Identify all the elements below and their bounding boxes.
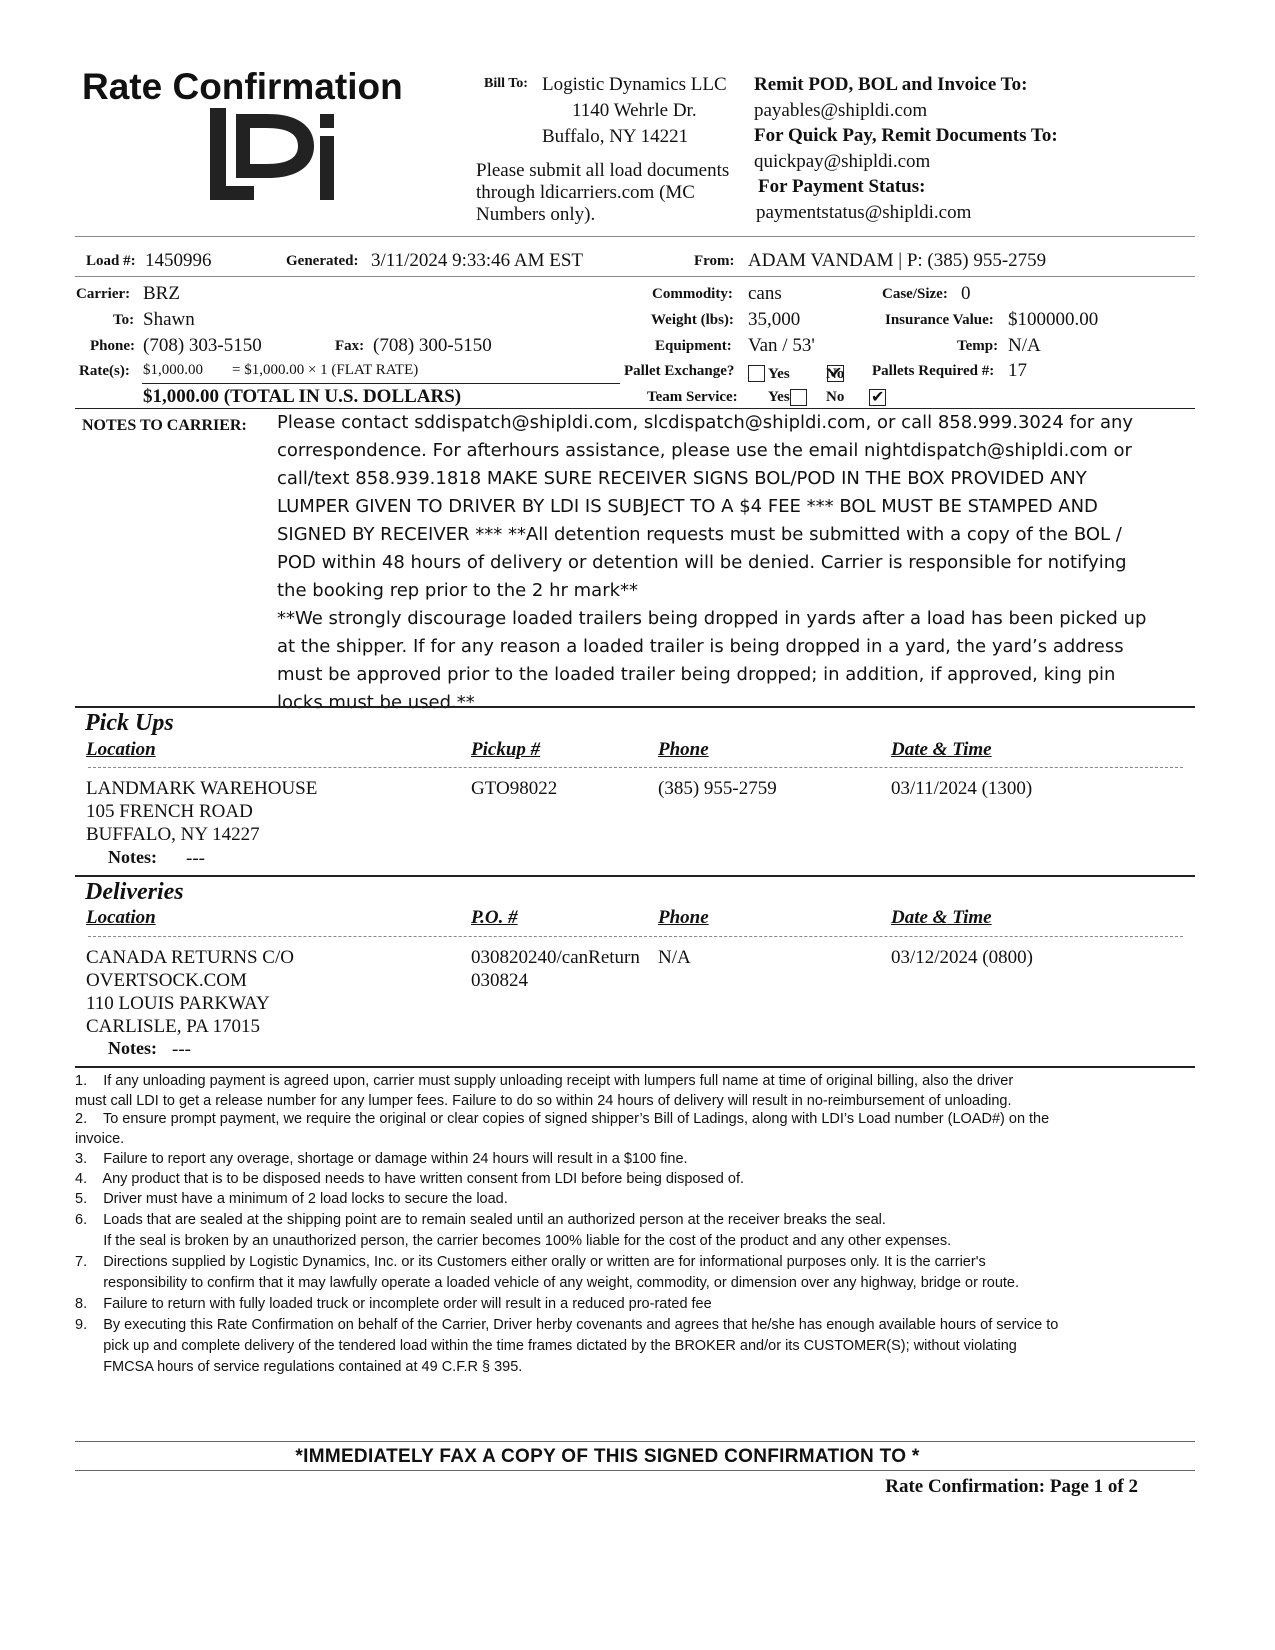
terms-line: 9. By executing this Rate Confirmation on behalf of the Carrier, Driver herby covenants and agrees that he/she has enough available hours of service to: [75, 1317, 1059, 1333]
notes-line: SIGNED BY RECEIVER *** **All detention requests must be submitted with a copy of the BOL /: [277, 524, 1122, 545]
dashed-divider: [88, 936, 1183, 937]
terms-line: 6. Loads that are sealed at the shipping point are to remain sealed until an authorized person at the receiver breaks the seal.: [75, 1212, 886, 1228]
payment-status-label: For Payment Status:: [758, 176, 926, 197]
pickup-location: [86, 777, 317, 846]
page-indicator: Rate Confirmation: Page 1 of 2: [885, 1476, 1138, 1497]
temp-value: N/A: [1008, 335, 1041, 356]
team-service-no-checkbox[interactable]: [869, 389, 886, 406]
deliveries-col-datetime: Date & Time: [891, 907, 992, 928]
dashed-divider: [88, 767, 1183, 768]
terms-line: If the seal is broken by an unauthorized person, the carrier becomes 100% liable for the cost of the product and any other expenses.: [75, 1233, 952, 1249]
divider: [75, 276, 1195, 277]
divider: [75, 1066, 1195, 1068]
pickup-location-city: BUFFALO, NY 14227: [86, 824, 260, 845]
carrier-label: Carrier:: [76, 286, 131, 302]
pickup-location-name: LANDMARK WAREHOUSE: [86, 778, 318, 799]
divider: [75, 1470, 1195, 1471]
load-number: 1450996: [145, 250, 212, 271]
bill-to-street: 1140 Wehrle Dr.: [572, 100, 697, 121]
from-value: ADAM VANDAM | P: (385) 955-2759: [748, 250, 1047, 271]
delivery-notes-value: ---: [172, 1039, 191, 1060]
notes-line: POD within 48 hours of delivery or detention will be denied. Carrier is responsible for notifying: [277, 552, 1127, 573]
delivery-location-line: CARLISLE, PA 17015: [86, 1016, 261, 1037]
insurance-value: $100000.00: [1008, 309, 1099, 330]
terms-line: 2. To ensure prompt payment, we require the original or clear copies of signed shipper’s Bill of Ladings, along with LDI’s Load number (LOAD#) on the: [75, 1111, 1050, 1127]
terms-line: 7. Directions supplied by Logistic Dynamics, Inc. or its Customers either orally or written are for informational purposes only. It is the carrier's: [75, 1254, 986, 1270]
terms-line: pick up and complete delivery of the tendered load within the time frames dictated by the BROKER and/or its CUSTOMER(S); without violating: [75, 1338, 1017, 1354]
divider: [75, 875, 1195, 877]
pallet-exchange-no-label: No: [826, 366, 845, 382]
team-service-yes-checkbox[interactable]: [790, 389, 807, 406]
phone-label: Phone:: [90, 338, 135, 354]
pickups-col-number: Pickup #: [471, 739, 541, 760]
total-rule: [142, 383, 620, 384]
fax-value: (708) 300-5150: [373, 335, 492, 356]
fax-label: Fax:: [335, 338, 365, 354]
quickpay-email[interactable]: quickpay@shipldi.com: [754, 151, 931, 172]
rate-value: $1,000.00: [143, 362, 203, 378]
bill-to-city: Buffalo, NY 14221: [542, 126, 689, 147]
notes-line: LUMPER GIVEN TO DRIVER BY LDI IS SUBJECT TO A $4 FEE *** BOL MUST BE STAMPED AND: [277, 496, 1098, 517]
pickups-col-phone: Phone: [658, 739, 709, 760]
submit-note-line-3: Numbers only).: [476, 204, 596, 225]
quickpay-label: For Quick Pay, Remit Documents To:: [754, 125, 1058, 146]
terms-line: FMCSA hours of service regulations contained at 49 C.F.R § 395.: [75, 1359, 523, 1375]
to-value: Shawn: [143, 309, 195, 330]
weight-value: 35,000: [748, 309, 801, 330]
notes-line: at the shipper. If for any reason a loaded trailer is being dropped in a yard, the yard’s address: [277, 636, 1124, 657]
notes-line: **We strongly discourage loaded trailers being dropped in yards after a load has been picked up: [277, 608, 1147, 629]
pickup-notes-value: ---: [186, 848, 205, 869]
rate-calculation: = $1,000.00 × 1 (FLAT RATE): [232, 362, 419, 378]
notes-line: must be approved prior to the loaded trailer being dropped; in addition, if approved, king pin: [277, 664, 1116, 685]
team-service-no-label: No: [826, 389, 845, 405]
delivery-location-line: 110 LOUIS PARKWAY: [86, 993, 270, 1014]
pickups-heading: Pick Ups: [85, 710, 174, 736]
ldi-logo-icon: [210, 108, 340, 202]
terms-line: 4. Any product that is to be disposed needs to have written consent from LDI before being disposed of.: [75, 1171, 745, 1187]
delivery-location-line: CANADA RETURNS C/O: [86, 947, 294, 968]
deliveries-col-phone: Phone: [658, 907, 709, 928]
pallets-required-label: Pallets Required #:: [872, 363, 995, 379]
pallet-exchange-yes-checkbox[interactable]: [748, 365, 765, 382]
delivery-phone: N/A: [658, 947, 691, 968]
terms-line: invoice.: [75, 1131, 125, 1147]
notes-line: Please contact sddispatch@shipldi.com, slcdispatch@shipldi.com, or call 858.999.3024 for any: [277, 412, 1134, 433]
submit-note-line-2: through ldicarriers.com (MC: [476, 182, 695, 203]
insurance-label: Insurance Value:: [885, 312, 994, 328]
payment-status-email[interactable]: paymentstatus@shipldi.com: [756, 202, 972, 223]
pickups-col-location: Location: [86, 739, 156, 760]
generated-value: 3/11/2024 9:33:46 AM EST: [371, 250, 584, 271]
to-label: To:: [113, 312, 135, 328]
deliveries-col-number: P.O. #: [471, 907, 518, 928]
notes-line: the booking rep prior to the 2 hr mark**: [277, 580, 639, 601]
notes-to-carrier-label: NOTES TO CARRIER:: [82, 417, 247, 434]
case-size-label: Case/Size:: [882, 286, 948, 302]
notes-line: call/text 858.939.1818 MAKE SURE RECEIVER SIGNS BOL/POD IN THE BOX PROVIDED ANY: [277, 468, 1087, 489]
pallets-required-value: 17: [1008, 360, 1027, 381]
equipment-value: Van / 53': [748, 335, 815, 356]
team-service-label: Team Service:: [647, 389, 738, 405]
delivery-location-line: OVERTSOCK.COM: [86, 970, 247, 991]
pickup-location-street: 105 FRENCH ROAD: [86, 801, 253, 822]
bill-to-name: Logistic Dynamics LLC: [542, 74, 727, 95]
pickups-col-datetime: Date & Time: [891, 739, 992, 760]
pickup-phone: (385) 955-2759: [658, 778, 777, 799]
delivery-datetime: 03/12/2024 (0800): [891, 947, 1033, 968]
divider: [75, 706, 1195, 708]
carrier-value: BRZ: [143, 283, 180, 304]
ldi-logo: [210, 108, 340, 202]
delivery-po-line: 030824: [471, 970, 528, 991]
team-service-yes-label: Yes: [768, 389, 790, 405]
notes-line: locks must be used.**: [277, 692, 475, 713]
pallet-exchange-yes-label: Yes: [768, 366, 790, 382]
commodity-label: Commodity:: [652, 286, 733, 302]
weight-label: Weight (lbs):: [651, 312, 734, 328]
delivery-po-line: 030820240/canReturn: [471, 947, 640, 968]
remit-label: Remit POD, BOL and Invoice To:: [754, 74, 1028, 95]
delivery-po-number: [471, 946, 640, 992]
notes-line: correspondence. For afterhours assistance, please use the email nightdispatch@shipldi.com or: [277, 440, 1132, 461]
terms-line: responsibility to confirm that it may lawfully operate a loaded vehicle of any weight, commodity, or dimension over any highway, bridge or route.: [75, 1275, 1020, 1291]
pickup-notes-label: Notes:: [108, 847, 157, 867]
divider: [75, 236, 1195, 237]
terms-line: 1. If any unloading payment is agreed upon, carrier must supply unloading receipt with lumpers full name at time of original billing, also the driver: [75, 1073, 1014, 1089]
page-title: Rate Confirmation: [82, 66, 403, 107]
pallet-exchange-label: Pallet Exchange?: [624, 363, 735, 379]
generated-label: Generated:: [286, 253, 359, 269]
delivery-notes-label: Notes:: [108, 1038, 157, 1058]
load-number-label: Load #:: [86, 253, 136, 269]
commodity-value: cans: [748, 283, 782, 304]
total-value: $1,000.00 (TOTAL IN U.S. DOLLARS): [143, 386, 462, 407]
notes-to-carrier-text: [277, 409, 1177, 717]
deliveries-heading: Deliveries: [85, 879, 184, 905]
terms-line: must call LDI to get a release number for any lumper fees. Failure to do so within 24 hours of delivery will result in no-reimbursement of unloading.: [75, 1093, 1012, 1109]
pickup-number: GTO98022: [471, 778, 558, 799]
from-label: From:: [694, 253, 735, 269]
case-size-value: 0: [961, 283, 971, 304]
phone-value: (708) 303-5150: [143, 335, 262, 356]
temp-label: Temp:: [957, 338, 999, 354]
bill-to-label: Bill To:: [484, 76, 528, 91]
terms-line: 8. Failure to return with fully loaded truck or incomplete order will result in a reduced pro-rated fee: [75, 1296, 712, 1312]
remit-email[interactable]: payables@shipldi.com: [754, 100, 928, 121]
submit-note-line-1: Please submit all load documents: [476, 160, 730, 181]
rates-label: Rate(s):: [79, 363, 130, 379]
delivery-location: [86, 946, 294, 1038]
equipment-label: Equipment:: [655, 338, 732, 354]
deliveries-col-location: Location: [86, 907, 156, 928]
fax-notice: *IMMEDIATELY FAX A COPY OF THIS SIGNED CONFIRMATION TO *: [295, 1446, 920, 1467]
divider: [75, 1441, 1195, 1442]
pickup-datetime: 03/11/2024 (1300): [891, 778, 1033, 799]
terms-line: 5. Driver must have a minimum of 2 load locks to secure the load.: [75, 1191, 508, 1207]
terms-line: 3. Failure to report any overage, shortage or damage within 24 hours will result in a $100 fine.: [75, 1151, 688, 1167]
